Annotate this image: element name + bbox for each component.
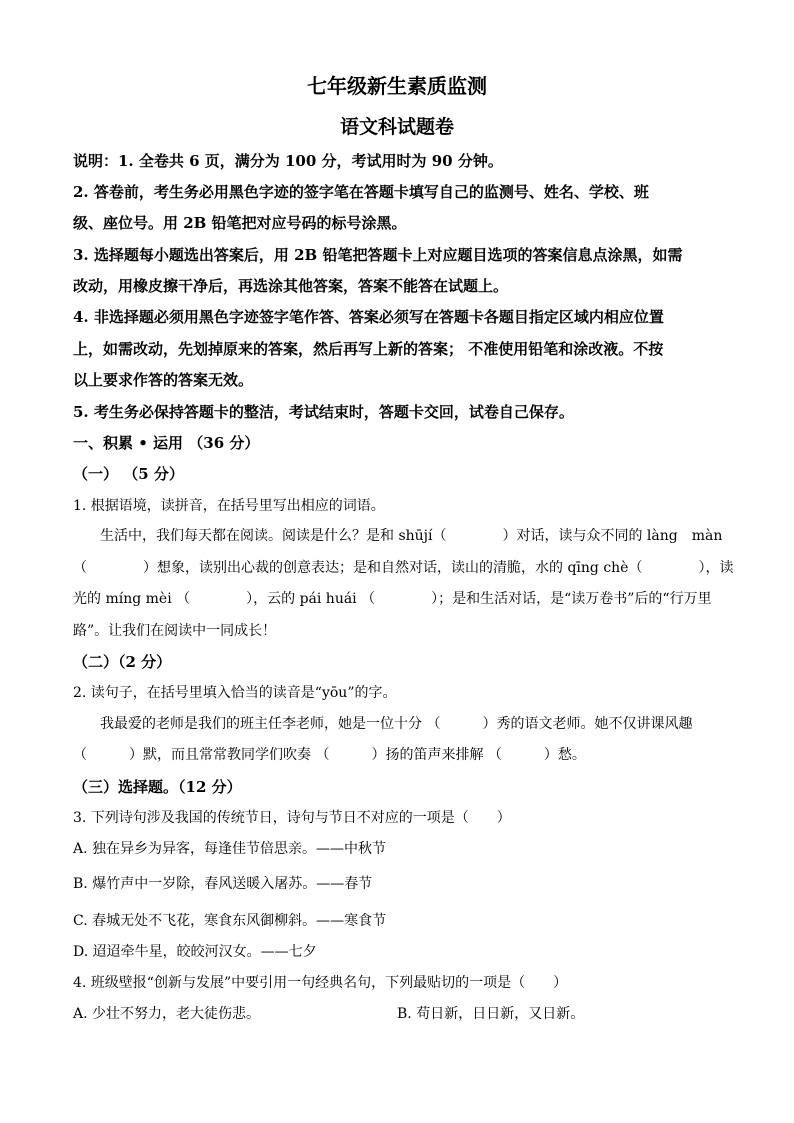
choice-option: B. 爆竹声中一岁除，春风送暖入屠苏。——春节 <box>73 876 373 892</box>
question-prompt: 2. 读句子，在括号里填入恰当的读音是“yōu”的字。 <box>73 685 397 701</box>
choice-option: D. 迢迢牵牛星，皎皎河汉女。——七夕 <box>73 944 317 960</box>
question-text-line: 生活中，我们每天都在阅读。阅读是什么？是和 shūjí（ ）对话，读与众不同的 làng màn <box>100 528 723 544</box>
exam-title: 七年级新生素质监测 <box>307 74 487 98</box>
instruction-line: 改动，用橡皮擦干净后，再选涂其他答案，答案不能答在试题上。 <box>73 277 509 295</box>
exam-subtitle: 语文科试题卷 <box>339 116 454 138</box>
part-heading: （一） （5 分） <box>73 465 184 483</box>
instruction-line: 说明：1. 全卷共 6 页，满分为 100 分，考试用时为 90 分钟。 <box>73 152 503 170</box>
instruction-line: 以上要求作答的答案无效。 <box>73 371 254 389</box>
instruction-line: 级、座位号。用 2B 铅笔把对应号码的标号涂黑。 <box>73 214 407 232</box>
instruction-line: 4. 非选择题必须用黑色字迹签字笔作答、答案必须写在答题卡各题目指定区域内相应位置 <box>73 308 664 326</box>
question-prompt: 3. 下列诗句涉及我国的传统节日，诗句与节日不对应的一项是（ ） <box>73 810 511 826</box>
question-text-line: 我最爱的老师是我们的班主任李老师，她是一位十分 （ ）秀的语文老师。她不仅讲课风趣 <box>100 716 693 732</box>
question-text-line: 光的 míng mèi （ ），云的 pái huái （ ）；是和生活对话，是“读万卷书”后的“行万里 <box>73 591 712 607</box>
question-text-line: 路”。让我们在阅读中一同成长！ <box>73 623 277 639</box>
part-heading: （三）选择题。（12 分） <box>73 778 242 796</box>
choice-option: A. 少壮不努力，老大徒伤悲。 <box>73 1006 261 1022</box>
instruction-line: 上，如需改动，先划掉原来的答案，然后再写上新的答案； 不准使用铅笔和涂改液。不按 <box>73 340 664 358</box>
instruction-line: 3. 选择题每小题选出答案后，用 2B 铅笔把答题卡上对应题目选项的答案信息点涂黑，如需 <box>73 246 683 264</box>
question-text-line: （ ）想象，读别出心裁的创意表达；是和自然对话，读山的清脆，水的 qīng chè（ ），读 <box>73 560 734 576</box>
instruction-line: 5. 考生务必保持答题卡的整洁，考试结束时，答题卡交回，试卷自己保存。 <box>73 403 574 421</box>
choice-option: A. 独在异乡为异客，每逢佳节倍思亲。——中秋节 <box>73 841 387 857</box>
question-text-line: （ ）默，而且常常教同学们吹奏 （ ）扬的笛声来排解 （ ）愁。 <box>73 747 586 763</box>
section-heading: 一、积累 • 运用 （36 分） <box>73 434 260 452</box>
question-prompt: 4. 班级壁报“创新与发展”中要引用一句经典名句，下列最贴切的一项是（ ） <box>73 975 568 991</box>
question-prompt: 1. 根据语境，读拼音，在括号里写出相应的词语。 <box>73 498 385 514</box>
choice-option: C. 春城无处不飞花，寒食东风御柳斜。——寒食节 <box>73 913 387 929</box>
part-heading: （二）（2 分） <box>73 653 172 671</box>
instruction-line: 2. 答卷前，考生务必用黑色字迹的签字笔在答题卡填写自己的监测号、姓名、学校、班 <box>73 183 649 201</box>
choice-option: B. 苟日新，日日新，又日新。 <box>397 1006 585 1022</box>
